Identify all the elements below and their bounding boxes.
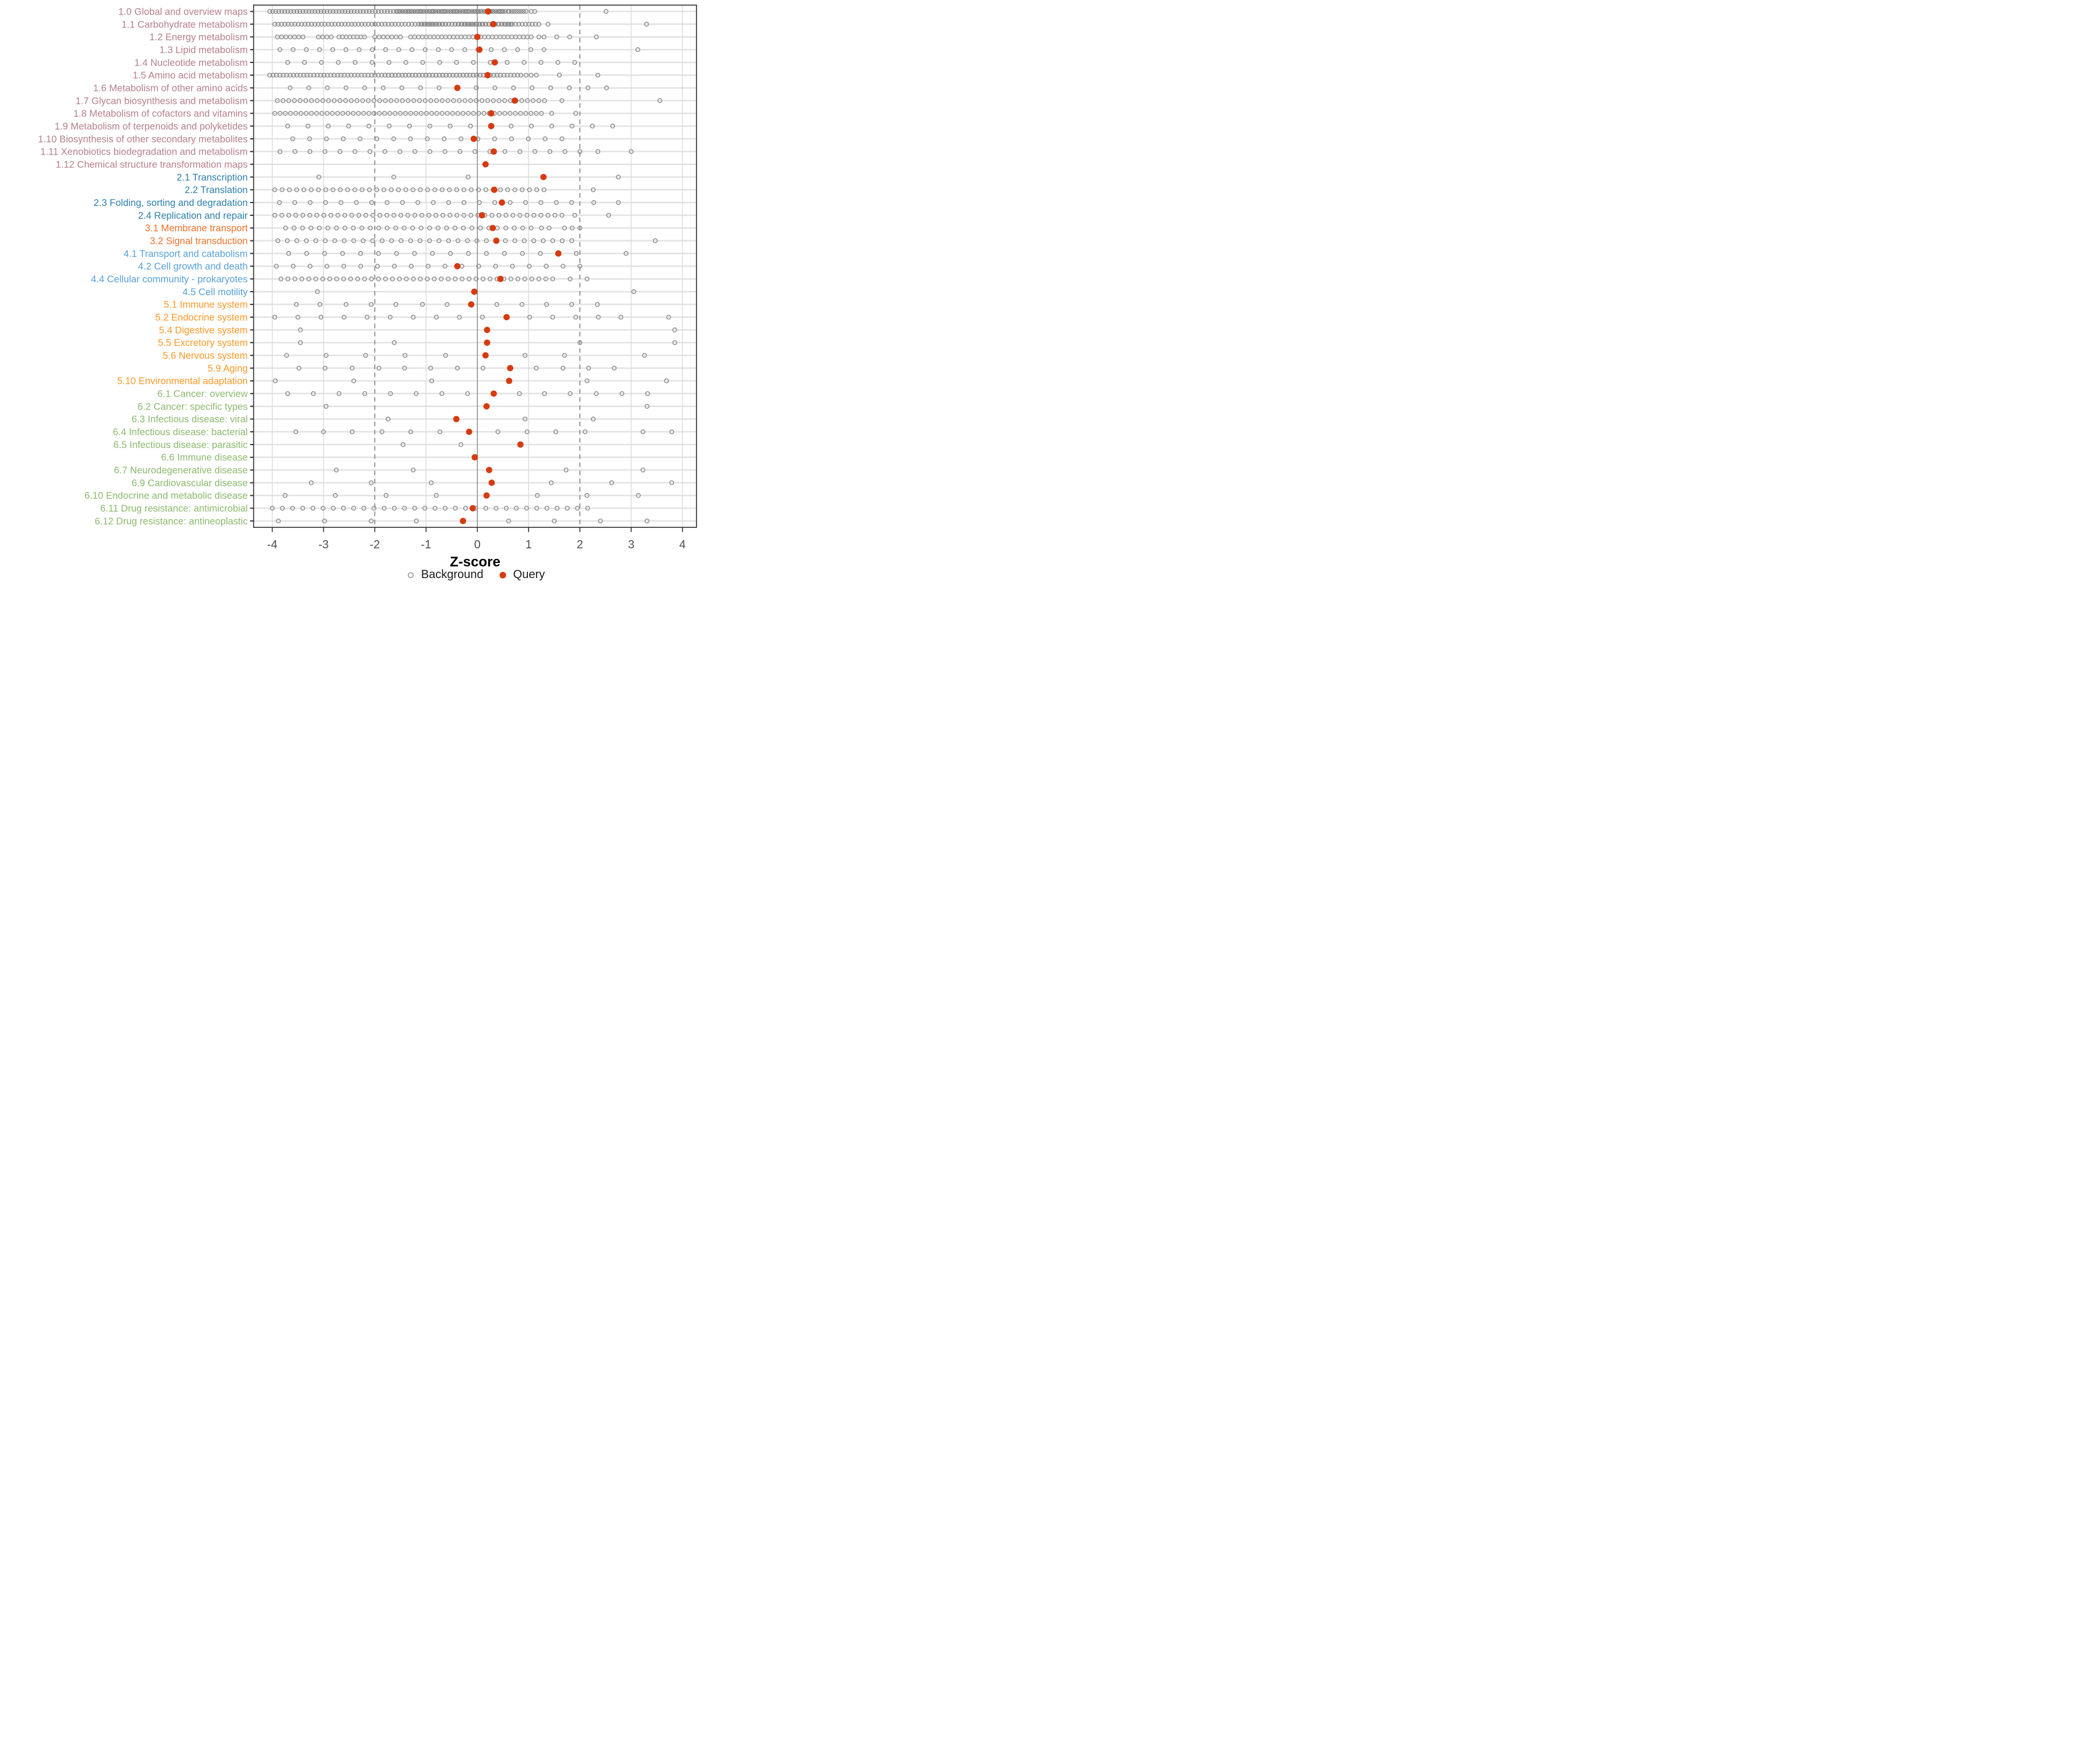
query-point <box>555 250 562 257</box>
y-axis-label: 6.4 Infectious disease: bacterial <box>113 427 248 438</box>
query-point <box>493 237 499 244</box>
query-point <box>454 85 461 91</box>
y-axis-label: 5.2 Endocrine system <box>155 312 248 323</box>
x-tick-label: 0 <box>474 538 481 551</box>
query-point <box>466 429 473 435</box>
y-axis-label: 1.4 Nucleotide metabolism <box>134 57 248 68</box>
y-axis-label: 4.5 Cell motility <box>182 286 248 298</box>
y-axis-label: 6.12 Drug resistance: antineoplastic <box>94 516 248 527</box>
y-axis-label: 4.2 Cell growth and death <box>138 261 248 272</box>
y-axis-label: 6.9 Cardiovascular disease <box>131 478 248 489</box>
y-axis-label: 1.7 Glycan biosynthesis and metabolism <box>75 96 248 107</box>
legend-query-label: Query <box>513 568 545 581</box>
query-point <box>453 416 460 422</box>
query-point <box>491 390 497 397</box>
query-point <box>490 21 496 27</box>
query-point <box>471 289 478 295</box>
y-axis-label: 1.11 Xenobiotics biodegradation and metabolism <box>40 146 248 158</box>
x-tick-label: -4 <box>267 538 278 551</box>
y-axis-label: 2.1 Transcription <box>176 172 248 183</box>
query-point <box>482 352 489 359</box>
y-axis-label: 6.11 Drug resistance: antimicrobial <box>100 503 248 514</box>
x-tick-label: 2 <box>576 538 583 551</box>
legend-background-label: Background <box>421 568 484 581</box>
query-point <box>540 174 547 180</box>
y-axis-label: 5.10 Environmental adaptation <box>117 376 248 387</box>
y-axis-label: 5.6 Nervous system <box>162 351 248 362</box>
y-axis-label: 1.2 Energy metabolism <box>149 32 248 43</box>
query-point <box>497 276 503 282</box>
query-point <box>491 148 497 155</box>
query-point <box>485 8 491 15</box>
query-point <box>474 34 481 40</box>
query-point <box>507 365 513 372</box>
query-point <box>506 377 512 384</box>
query-point <box>468 301 474 307</box>
query-point <box>512 97 518 104</box>
y-axis-label: 5.5 Excretory system <box>158 338 248 349</box>
y-axis-label: 6.5 Infectious disease: parasitic <box>113 439 248 450</box>
x-tick-label: -2 <box>369 538 380 551</box>
z-score-strip-plot <box>0 0 700 583</box>
y-axis-label: 2.3 Folding, sorting and degradation <box>93 197 248 208</box>
chart-figure <box>0 0 700 583</box>
y-axis-label: 2.2 Translation <box>184 185 248 196</box>
legend-item-background <box>405 568 484 582</box>
query-point <box>484 492 490 499</box>
y-axis-label: 3.2 Signal transduction <box>149 236 248 247</box>
filled-dot-icon <box>498 570 508 580</box>
query-point <box>460 518 466 524</box>
query-point <box>484 327 491 333</box>
x-axis-title: Z-score <box>450 554 501 570</box>
query-point <box>488 123 495 130</box>
y-axis-label: 6.7 Neurodegenerative disease <box>114 465 248 476</box>
y-axis-label: 2.4 Replication and repair <box>138 210 248 221</box>
x-axis <box>267 527 686 551</box>
query-point <box>454 263 461 270</box>
query-point <box>489 480 495 486</box>
y-axis-label: 1.3 Lipid metabolism <box>159 44 248 55</box>
y-axis-label: 1.0 Global and overview maps <box>118 6 248 18</box>
y-axis-label: 1.6 Metabolism of other amino acids <box>93 83 248 94</box>
y-axis-label: 6.10 Endocrine and metabolic disease <box>84 491 248 502</box>
x-tick-label: 1 <box>525 538 532 551</box>
y-axis-label: 4.4 Cellular community - prokaryotes <box>91 274 248 285</box>
legend <box>254 568 696 582</box>
row-reference-lines <box>254 12 696 521</box>
query-point <box>470 505 476 512</box>
y-axis-label: 1.1 Carbohydrate metabolism <box>121 19 248 30</box>
y-axis-label: 6.1 Cancer: overview <box>157 388 248 400</box>
query-point <box>484 72 491 78</box>
y-axis-label: 5.4 Digestive system <box>159 325 248 336</box>
query-point <box>499 200 505 206</box>
y-axis-label: 5.1 Immune system <box>163 299 248 310</box>
query-point <box>484 403 490 410</box>
x-tick-label: -3 <box>318 538 329 551</box>
y-axis-label: 1.8 Metabolism of cofactors and vitamins <box>73 108 248 120</box>
y-axis-label: 1.12 Chemical structure transformation maps <box>55 159 248 170</box>
y-axis-label: 4.1 Transport and catabolism <box>123 249 248 260</box>
x-tick-label: -1 <box>421 538 432 551</box>
y-axis-label: 1.9 Metabolism of terpenoids and polyketides <box>54 121 248 132</box>
x-tick-label: 4 <box>679 538 686 551</box>
y-axis-label: 1.5 Amino acid metabolism <box>132 70 248 81</box>
query-point <box>484 340 491 346</box>
x-tick-label: 3 <box>628 538 635 551</box>
query-point <box>471 136 477 142</box>
query-point <box>517 442 524 448</box>
y-axis-label: 6.6 Immune disease <box>161 452 248 463</box>
query-point <box>486 467 492 473</box>
y-axis-label: 1.10 Biosynthesis of other secondary metabolites <box>38 134 248 145</box>
legend-item-query <box>498 568 545 582</box>
query-point <box>491 187 498 193</box>
y-axis <box>38 6 254 526</box>
y-axis-label: 5.9 Aging <box>207 363 248 374</box>
query-point <box>492 60 498 66</box>
open-circle-icon <box>405 570 416 580</box>
query-point <box>476 47 482 53</box>
query-point <box>479 212 485 219</box>
y-axis-label: 6.3 Infectious disease: viral <box>131 414 248 425</box>
query-point <box>503 314 510 320</box>
query-point <box>488 110 495 117</box>
query-point <box>472 454 478 460</box>
query-point <box>482 161 489 167</box>
y-axis-label: 3.1 Membrane transport <box>145 223 248 234</box>
query-point <box>489 225 496 231</box>
y-axis-label: 6.2 Cancer: specific types <box>137 401 248 412</box>
